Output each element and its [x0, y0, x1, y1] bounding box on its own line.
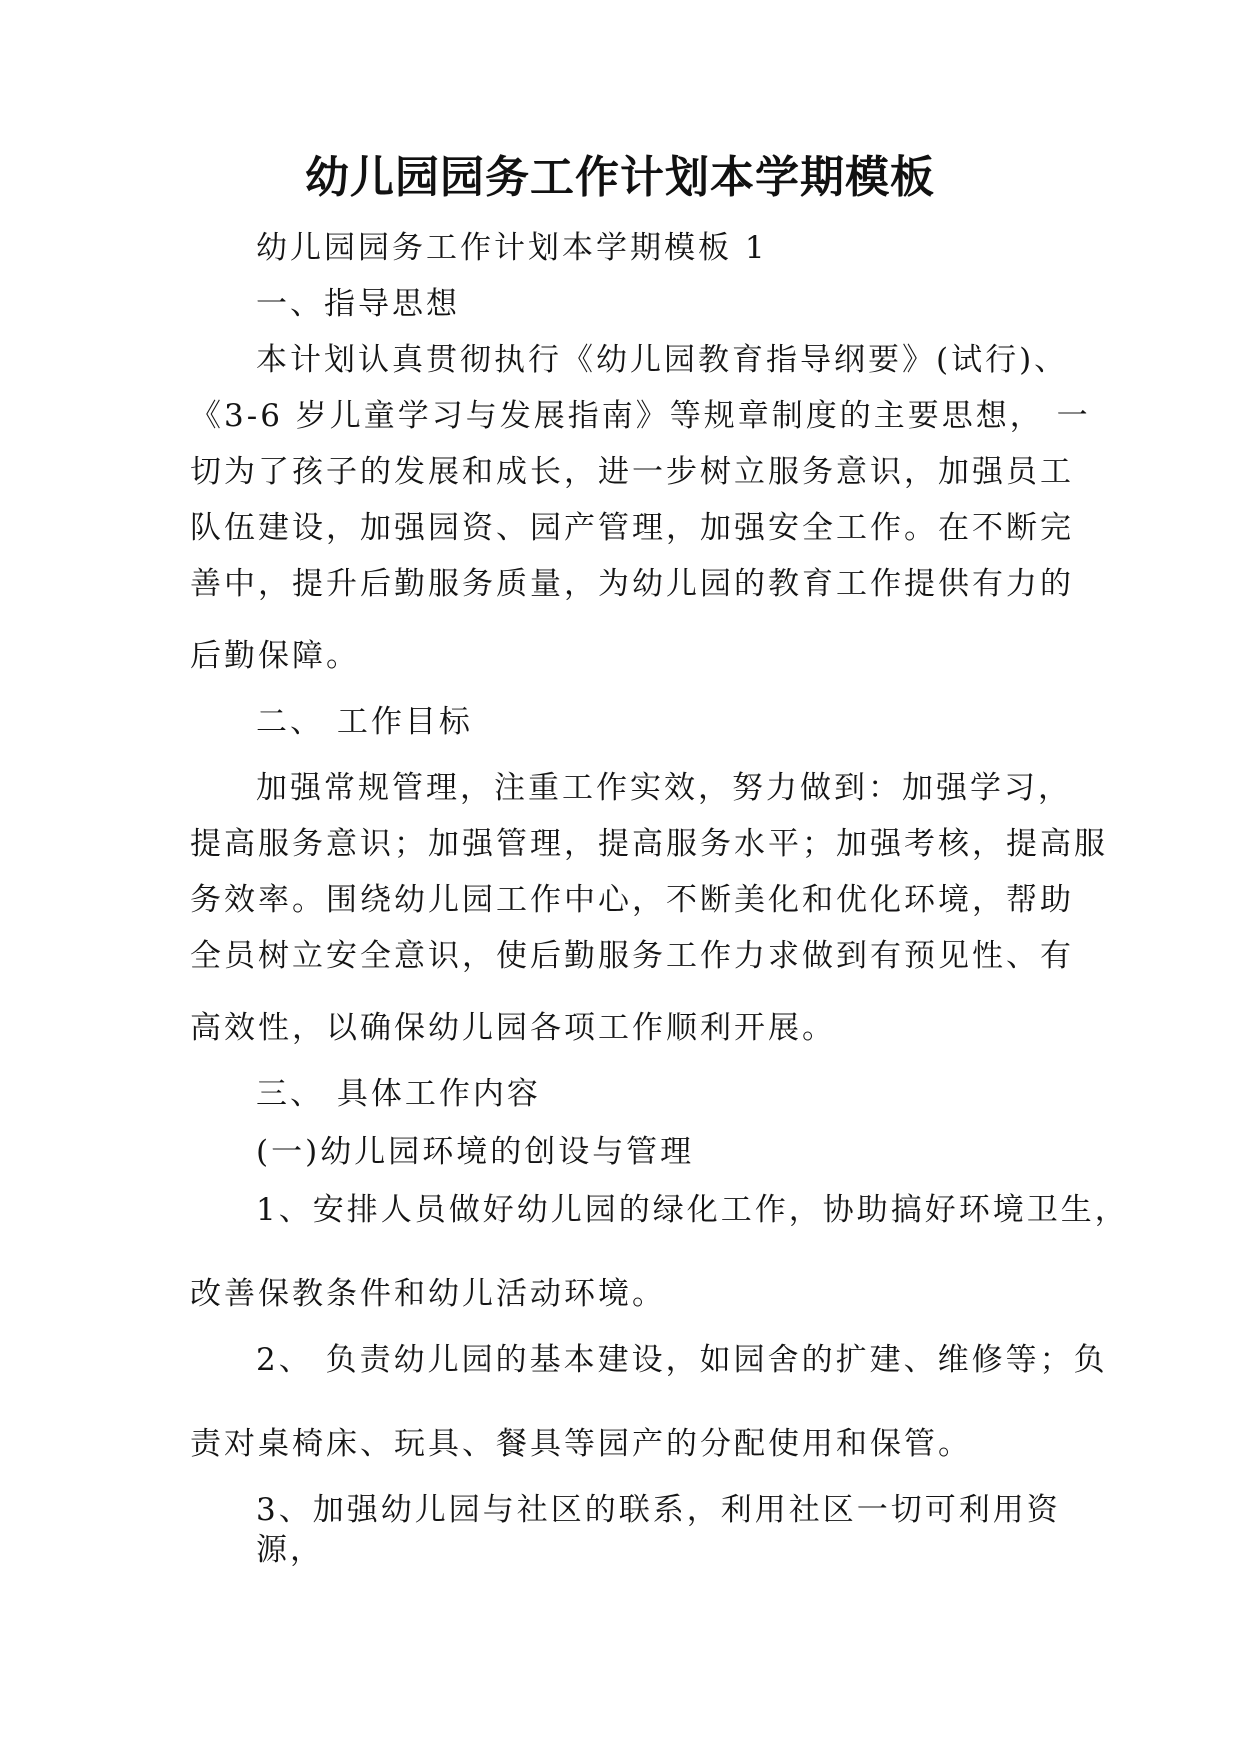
section-heading-work-goals: 二、 工作目标 — [256, 704, 473, 740]
paragraph-line: 全员树立安全意识，使后勤服务工作力求做到有预见性、有 — [190, 938, 1074, 974]
list-item-line: 改善保教条件和幼儿活动环境。 — [190, 1276, 666, 1312]
paragraph-line: 队伍建设，加强园资、园产管理，加强安全工作。在不断完 — [190, 510, 1074, 546]
list-item-line: 源， — [256, 1532, 324, 1568]
list-item-line: 责对桌椅床、玩具、餐具等园产的分配使用和保管。 — [190, 1426, 972, 1462]
document-subtitle: 幼儿园园务工作计划本学期模板 1 — [256, 230, 768, 266]
list-item-line: 3、加强幼儿园与社区的联系，利用社区一切可利用资 — [256, 1492, 1061, 1528]
paragraph-line: 本计划认真贯彻执行《幼儿园教育指导纲要》(试行)、 — [256, 342, 1069, 378]
paragraph-line: 高效性，以确保幼儿园各项工作顺利开展。 — [190, 1010, 836, 1046]
paragraph-line: 切为了孩子的发展和成长，进一步树立服务意识，加强员工 — [190, 454, 1074, 490]
paragraph-line: 加强常规管理，注重工作实效，努力做到：加强学习， — [256, 770, 1072, 806]
paragraph-line: 提高服务意识；加强管理，提高服务水平；加强考核，提高服 — [190, 826, 1108, 862]
document-title: 幼儿园园务工作计划本学期模板 — [305, 152, 935, 203]
section-heading-work-content: 三、 具体工作内容 — [256, 1076, 541, 1112]
section-heading-guiding-thought: 一、指导思想 — [256, 286, 460, 322]
paragraph-line: 《3-6 岁儿童学习与发展指南》等规章制度的主要思想， 一 — [190, 398, 1091, 434]
list-item-line: 1、安排人员做好幼儿园的绿化工作，协助搞好环境卫生， — [256, 1192, 1129, 1228]
paragraph-line: 善中，提升后勤服务质量，为幼儿园的教育工作提供有力的 — [190, 566, 1074, 602]
paragraph-line: 务效率。围绕幼儿园工作中心，不断美化和优化环境，帮助 — [190, 882, 1074, 918]
paragraph-line: 后勤保障。 — [190, 638, 360, 674]
list-item-line: 2、 负责幼儿园的基本建设，如园舍的扩建、维修等；负 — [256, 1342, 1108, 1378]
subsection-heading: (一)幼儿园环境的创设与管理 — [256, 1134, 695, 1170]
